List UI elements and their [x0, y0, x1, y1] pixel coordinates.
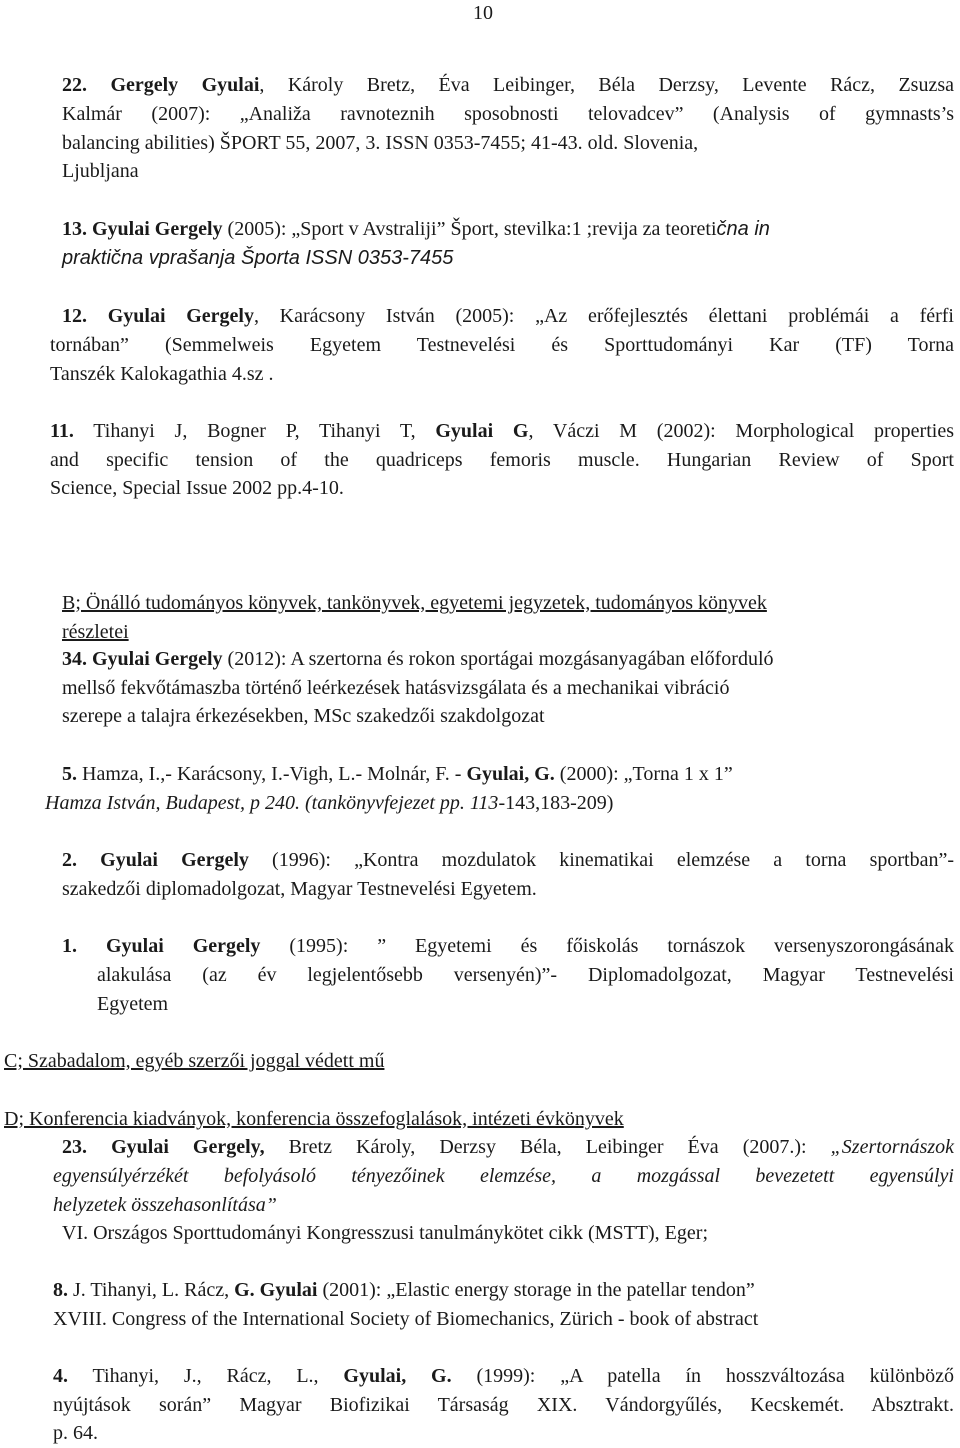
- publication-entry-22: [62, 71, 954, 100]
- entry-text: Ljubljana: [62, 160, 139, 182]
- entry-text: XVIII. Congress of the International Society of Biomechanics, Zürich - book of abstract: [53, 1307, 759, 1330]
- section-heading-c: [4, 1047, 954, 1076]
- entry-text: Tanszék Kalokagathia 4.sz .: [50, 362, 274, 385]
- entry-text: J. Tihanyi, L. Rácz,: [68, 1279, 235, 1301]
- entry-number: 4.: [53, 1365, 68, 1387]
- publication-entry-5: [62, 760, 954, 789]
- entry-text: mellső fekvőtámaszba történő leérkezések hatásvizsgálata és a mechanikai vibráció: [62, 676, 730, 699]
- page-number: 10: [473, 2, 493, 24]
- entry-author-bold: Gyulai, G.: [343, 1365, 452, 1387]
- entry-text: Egyetem: [97, 992, 169, 1015]
- publication-entry-8: [53, 1276, 954, 1333]
- entry-number: 8.: [53, 1279, 68, 1301]
- entry-text-italic: egyensúlyérzékét befolyásoló tényezőinek elemzése, a mozgással bevezetett egyensúlyi: [53, 1165, 954, 1187]
- publication-entry-23-body: [53, 1162, 954, 1219]
- entry-text: Kalmár (2007): „Analiža ravnoteznih sposobnosti telovadcev” (Analysis of gymnasts’s: [62, 103, 954, 125]
- entry-text: (2001): „Elastic energy storage in the patellar tendon”: [317, 1279, 755, 1301]
- publication-entry-23: [62, 1133, 954, 1162]
- entry-text-italic: „Szertornászok: [830, 1136, 955, 1158]
- section-heading-text: részletei: [62, 620, 129, 643]
- entry-text-italic: čna in: [716, 218, 770, 240]
- entry-text: , Váczi M (2002): Morphological properties: [528, 420, 954, 442]
- publication-entry-23-venue: [62, 1219, 954, 1248]
- publication-entry-34: [62, 645, 954, 731]
- entry-text: Bretz Károly, Derzsy Béla, Leibinger Éva (2007.):: [264, 1136, 831, 1158]
- entry-text-italic: helyzetek összehasonlítása”: [53, 1193, 277, 1216]
- entry-text: Hamza, I.,- Karácsony, I.-Vigh, L.- Molnár, F. -: [77, 763, 467, 785]
- entry-text: (1995): ” Egyetemi és főiskolás tornászok versenyszorongásának: [260, 935, 954, 957]
- entry-text: tornában” (Semmelweis Egyetem Testnevelési és Sporttudományi Kar (TF) Torna: [50, 334, 954, 356]
- entry-author-bold: Gergely Gyulai: [110, 74, 260, 96]
- entry-text: (2000): „Torna 1 x 1”: [554, 763, 733, 785]
- entry-number: 23.: [62, 1136, 87, 1158]
- entry-text: (1999): „A patella ín hosszváltozása különböző: [451, 1365, 954, 1387]
- entry-author-bold: Gyulai Gergely: [100, 849, 249, 871]
- entry-text: Tihanyi, J., Rácz, L.,: [68, 1365, 344, 1387]
- entry-number: 2.: [62, 849, 77, 871]
- publication-entry-2: [62, 846, 954, 903]
- entry-number: 1.: [62, 935, 77, 957]
- publication-entry-12: [62, 302, 954, 331]
- entry-text: and specific tension of the quadriceps femoris muscle. Hungarian Review of Sport: [50, 448, 954, 471]
- entry-author-bold: Gyulai G: [435, 420, 529, 442]
- entry-text: (1996): „Kontra mozdulatok kinematikai elemzése a torna sportban”-: [248, 849, 954, 871]
- entry-number: 22.: [62, 74, 87, 96]
- entry-author-bold: Gyulai Gergely: [92, 218, 223, 240]
- entry-text: szakedzői diplomadolgozat, Magyar Testnevelési Egyetem.: [62, 877, 537, 900]
- section-heading-text: C; Szabadalom, egyéb szerzői joggal védett mű: [4, 1050, 385, 1072]
- entry-text: VI. Országos Sporttudományi Kongresszusi tanulmánykötet cikk (MSTT), Eger;: [62, 1222, 708, 1244]
- entry-author-bold: Gyulai Gergely: [107, 305, 254, 327]
- section-heading-d: [4, 1105, 954, 1134]
- entry-text: -143,183-209): [498, 792, 614, 814]
- entry-text: , Karácsony István (2005): „Az erőfejlesztés élettani problémái a férfi: [253, 305, 954, 327]
- publication-entry-12-body: [50, 331, 954, 388]
- entry-text-italic: Hamza István, Budapest, p 240. (tankönyvfejezet pp. 113: [45, 792, 499, 814]
- publication-entry-13: [62, 215, 954, 272]
- entry-text-italic: praktična vprašanja Športa ISSN 0353-7455: [62, 246, 454, 269]
- entry-number: 12.: [62, 305, 87, 327]
- section-heading-text: D; Konferencia kiadványok, konferencia összefoglalások, intézeti évkönyvek: [4, 1108, 624, 1130]
- publication-entry-22-body: [62, 100, 954, 186]
- entry-number: 34.: [62, 648, 87, 670]
- entry-number: 11.: [50, 420, 74, 442]
- entry-text: nyújtások során” Magyar Biofizikai Társaság XIX. Vándorgyűlés, Kecskemét. Absztrakt.: [53, 1393, 954, 1416]
- section-heading-b: [62, 589, 954, 646]
- entry-text: p. 64.: [53, 1422, 98, 1444]
- entry-text: alakulása (az év legjelentősebb versenyén)”- Diplomadolgozat, Magyar Testnevelési: [97, 964, 954, 986]
- entry-text: Tihanyi J, Bogner P, Tihanyi T,: [73, 420, 436, 442]
- entry-author-bold: G. Gyulai: [234, 1279, 318, 1301]
- section-heading-text: B; Önálló tudományos könyvek, tankönyvek, egyetemi jegyzetek, tudományos könyvek: [62, 592, 767, 614]
- publication-entry-4: [53, 1362, 954, 1448]
- entry-author-bold: Gyulai Gergely: [92, 648, 223, 670]
- entry-text: (2012): A szertorna és rokon sportágai mozgásanyagában előforduló: [222, 648, 774, 670]
- entry-text: Science, Special Issue 2002 pp.4-10.: [50, 477, 344, 499]
- entry-text: szerepe a talajra érkezésekben, MSc szakedzői szakdolgozat: [62, 705, 545, 727]
- entry-text: balancing abilities) ŠPORT 55, 2007, 3. ISSN 0353-7455; 41-43. old. Slovenia,: [62, 131, 699, 154]
- entry-author-bold: Gyulai, G.: [466, 763, 555, 785]
- publication-entry-1-body: [97, 961, 954, 1018]
- entry-number: 5.: [62, 763, 77, 785]
- publication-entry-1: [62, 932, 954, 961]
- entry-text: (2005): „Sport v Avstraliji” Šport, stevilka:1 ;revija za teoreti: [222, 218, 717, 240]
- publication-entry-5-body: [45, 789, 954, 818]
- entry-text: , Károly Bretz, Éva Leibinger, Béla Derzsy, Levente Rácz, Zsuzsa: [259, 74, 955, 96]
- entry-author-bold: Gyulai Gergely,: [111, 1136, 265, 1158]
- publication-entry-11: [50, 417, 954, 503]
- entry-author-bold: Gyulai Gergely: [105, 935, 261, 957]
- entry-number: 13.: [62, 218, 87, 240]
